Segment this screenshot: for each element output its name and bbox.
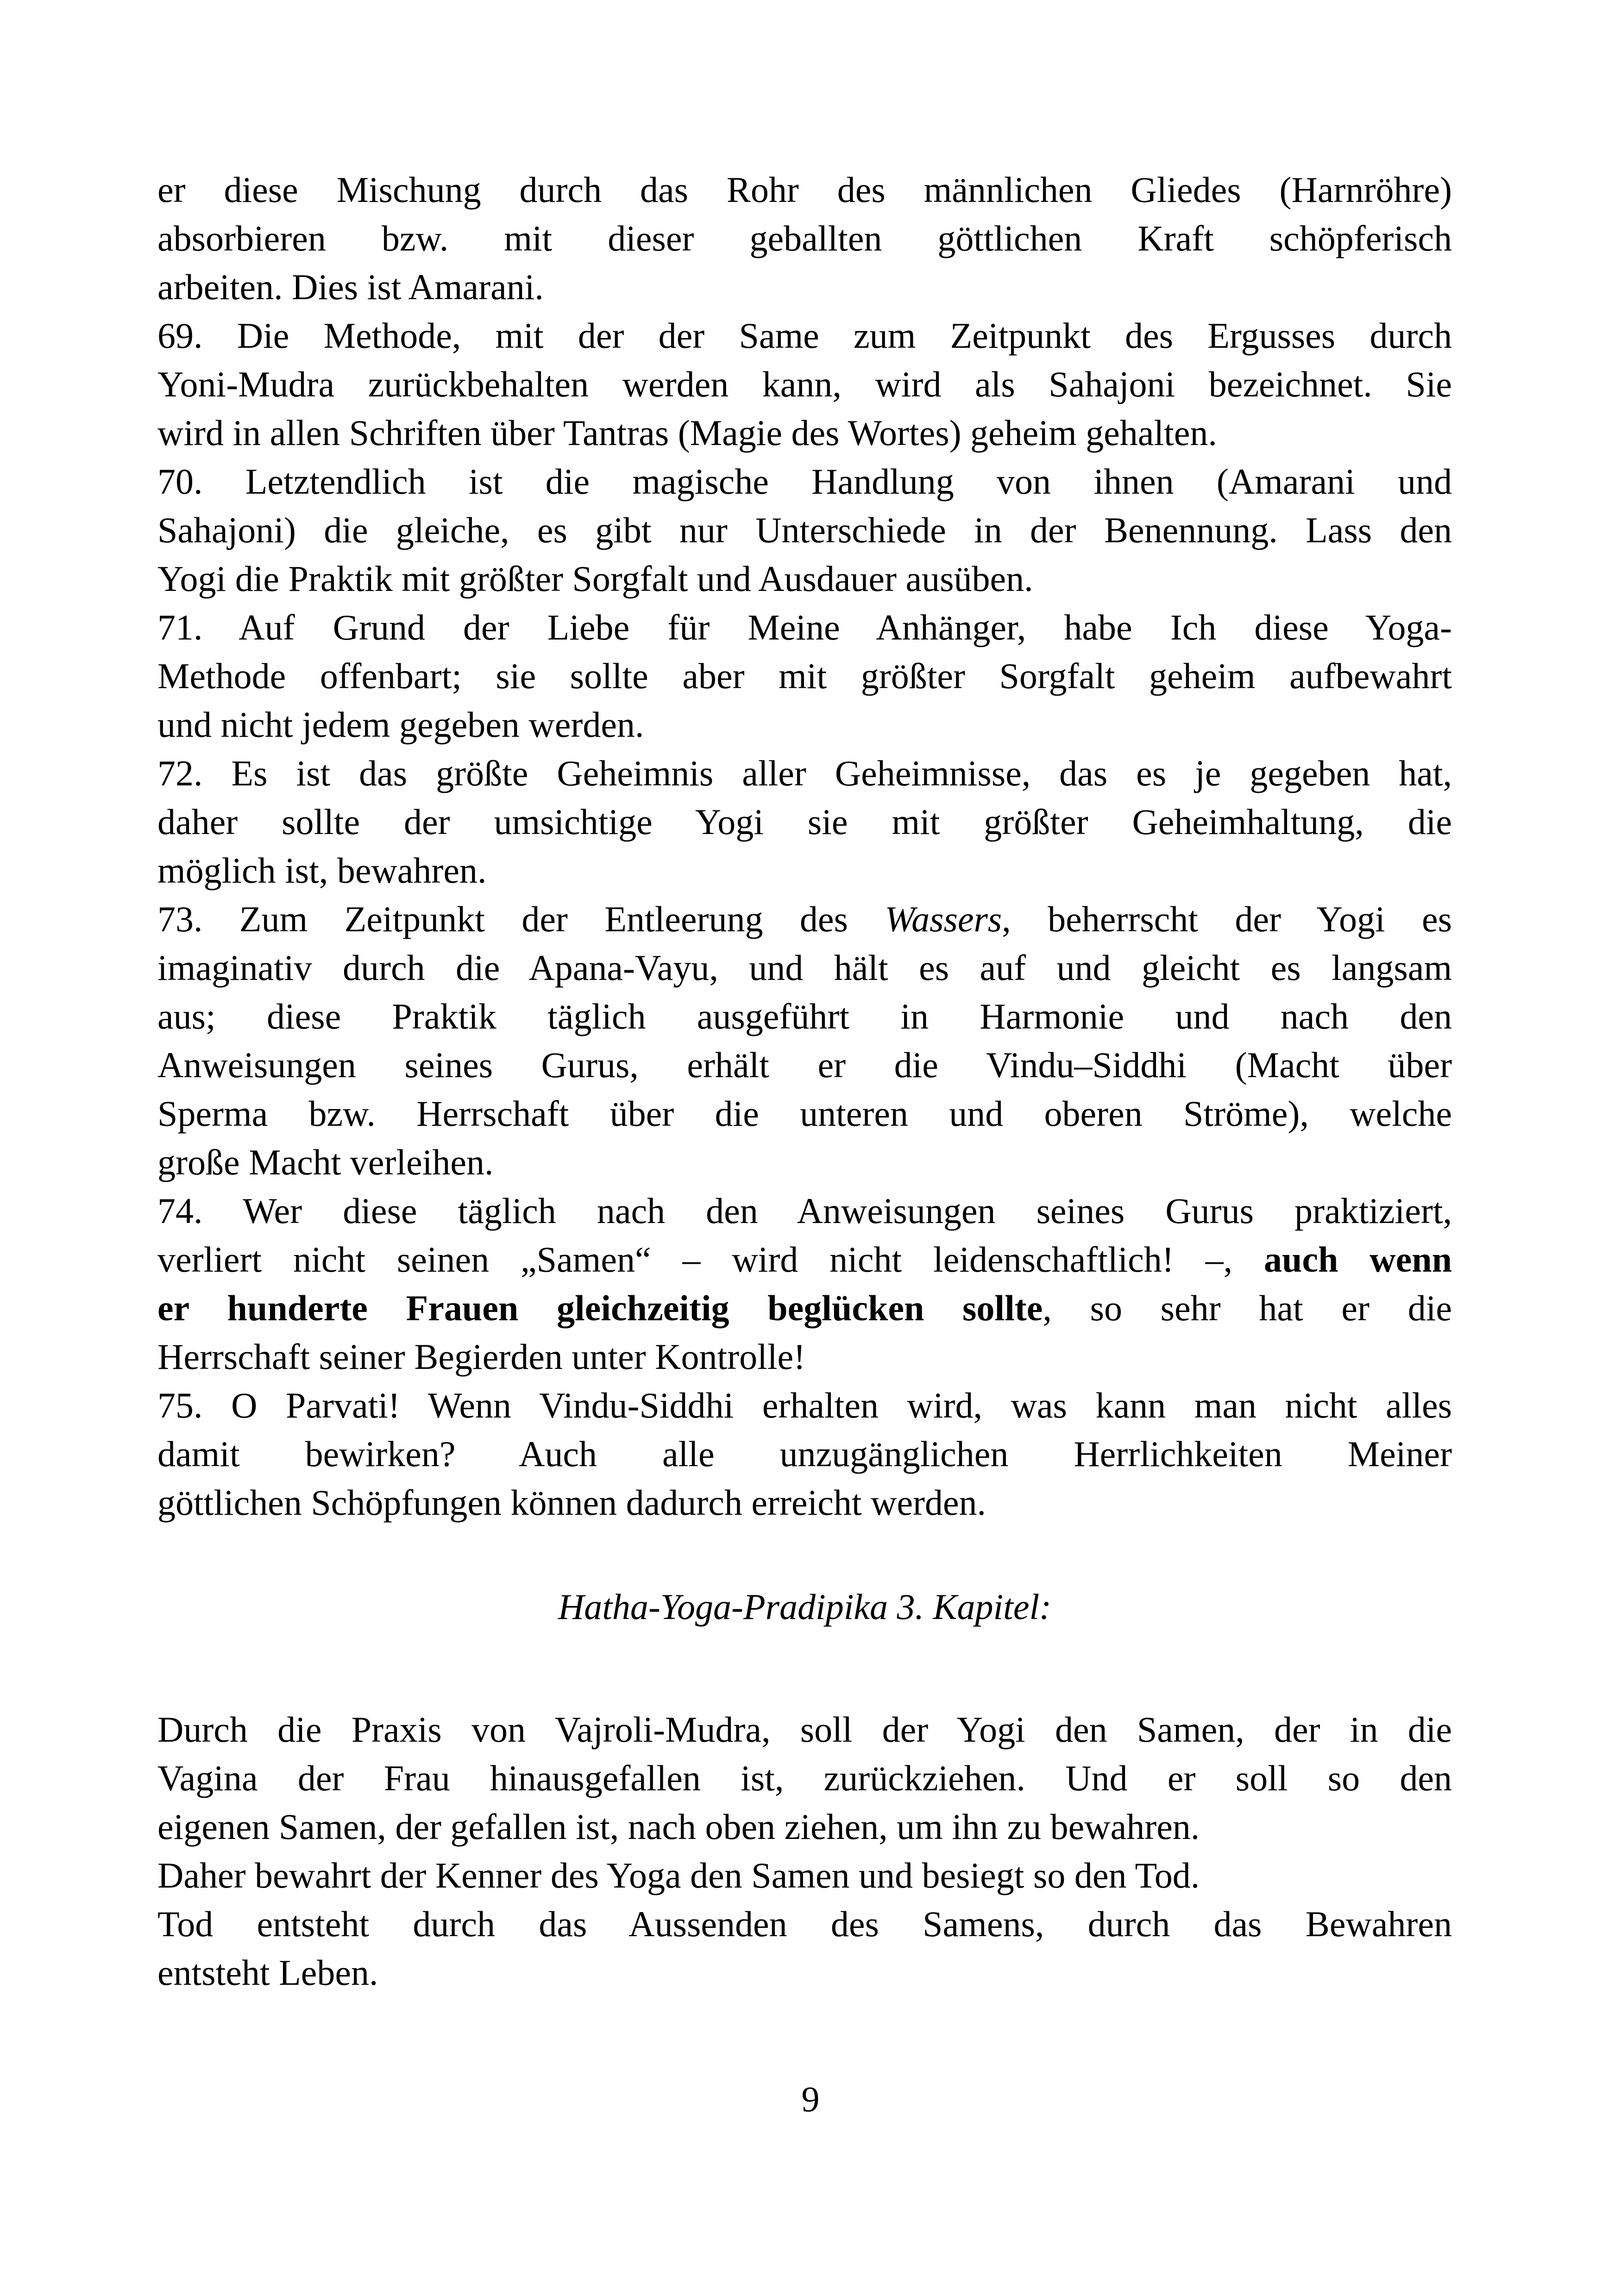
text-line: imaginativ durch die Apana-Vayu, und hält es auf und gleicht es langsam <box>157 947 1452 988</box>
text-line: Daher bewahrt der Kenner des Yoga den Samen und besiegt so den Tod. <box>157 1855 1200 1895</box>
text-line: damit bewirken? Auch alle unzugänglichen Herrlichkeiten Meiner <box>157 1434 1452 1474</box>
text-line: wird in allen Schriften über Tantras (Magie des Wortes) geheim gehalten. <box>157 413 1217 453</box>
text-line: möglich ist, bewahren. <box>157 850 487 891</box>
text-line: verliert nicht seinen „Samen“ – wird nicht leidenschaftlich! –, auch wenn <box>157 1239 1452 1280</box>
text-line: Vagina der Frau hinausgefallen ist, zurückziehen. Und er soll so den <box>157 1758 1452 1798</box>
paragraph <box>157 603 1452 749</box>
text-line: 74. Wer diese täglich nach den Anweisungen seines Gurus praktiziert, <box>157 1191 1452 1231</box>
text-line: Yoni-Mudra zurückbehalten werden kann, wird als Sahajoni bezeichnet. Sie <box>157 364 1452 404</box>
paragraph <box>157 895 1452 1186</box>
paragraph <box>157 1900 1452 1997</box>
text-line: 70. Letztendlich ist die magische Handlung von ihnen (Amarani und <box>157 461 1452 502</box>
text-line: 72. Es ist das größte Geheimnis aller Geheimnisse, das es je gegeben hat, <box>157 753 1452 793</box>
text-line: Anweisungen seines Gurus, erhält er die Vindu–Siddhi (Macht über <box>157 1045 1452 1085</box>
text-line: eigenen Samen, der gefallen ist, nach oben ziehen, um ihn zu bewahren. <box>157 1807 1200 1847</box>
text-line: absorbieren bzw. mit dieser geballten göttlichen Kraft schöpferisch <box>157 218 1452 258</box>
paragraph <box>157 1186 1452 1381</box>
paragraph <box>157 311 1452 457</box>
text-line: 73. Zum Zeitpunkt der Entleerung des Wassers, beherrscht der Yogi es <box>157 899 1452 939</box>
paragraph <box>157 457 1452 603</box>
paragraph <box>157 1705 1452 1851</box>
text-line: 69. Die Methode, mit der der Same zum Zeitpunkt des Ergusses durch <box>157 315 1452 356</box>
text-line: Methode offenbart; sie sollte aber mit größter Sorgfalt geheim aufbewahrt <box>157 656 1452 696</box>
text-line: Durch die Praxis von Vajroli-Mudra, soll der Yogi den Samen, der in die <box>157 1709 1452 1750</box>
paragraph <box>157 1381 1452 1527</box>
text-line: aus; diese Praktik täglich ausgeführt in Harmonie und nach den <box>157 996 1452 1036</box>
text-line: Sperma bzw. Herrschaft über die unteren und oberen Ströme), welche <box>157 1093 1452 1134</box>
text-line: Hatha-Yoga-Pradipika 3. Kapitel: <box>558 1587 1052 1627</box>
text-line: göttlichen Schöpfungen können dadurch erreicht werden. <box>157 1482 986 1523</box>
paragraph <box>157 165 1452 311</box>
text-line: entsteht Leben. <box>157 1952 378 1993</box>
text-line: 71. Auf Grund der Liebe für Meine Anhänger, habe Ich diese Yoga- <box>157 607 1452 647</box>
paragraph <box>157 1851 1452 1900</box>
text-line: daher sollte der umsichtige Yogi sie mit größter Geheimhaltung, die <box>157 802 1452 842</box>
text-line: arbeiten. Dies ist Amarani. <box>157 267 544 307</box>
text-line: Herrschaft seiner Begierden unter Kontrolle! <box>157 1336 806 1377</box>
text-line: 75. O Parvati! Wenn Vindu-Siddhi erhalten wird, was kann man nicht alles <box>157 1385 1452 1425</box>
text-line: er hunderte Frauen gleichzeitig beglücken sollte, so sehr hat er die <box>157 1288 1452 1328</box>
text-line: und nicht jedem gegeben werden. <box>157 704 644 745</box>
body-text <box>157 165 1452 1997</box>
page-number: 9 <box>801 2079 820 2119</box>
text-line: große Macht verleihen. <box>157 1142 494 1182</box>
text-line: Sahajoni) die gleiche, es gibt nur Unterschiede in der Benennung. Lass den <box>157 510 1452 550</box>
paragraph <box>157 749 1452 895</box>
text-line: Yogi die Praktik mit größter Sorgfalt und Ausdauer ausüben. <box>157 558 1033 599</box>
text-line: Tod entsteht durch das Aussenden des Samens, durch das Bewahren <box>157 1904 1452 1944</box>
section-heading <box>157 1582 1452 1631</box>
text-line: er diese Mischung durch das Rohr des männlichen Gliedes (Harnröhre) <box>157 169 1452 210</box>
